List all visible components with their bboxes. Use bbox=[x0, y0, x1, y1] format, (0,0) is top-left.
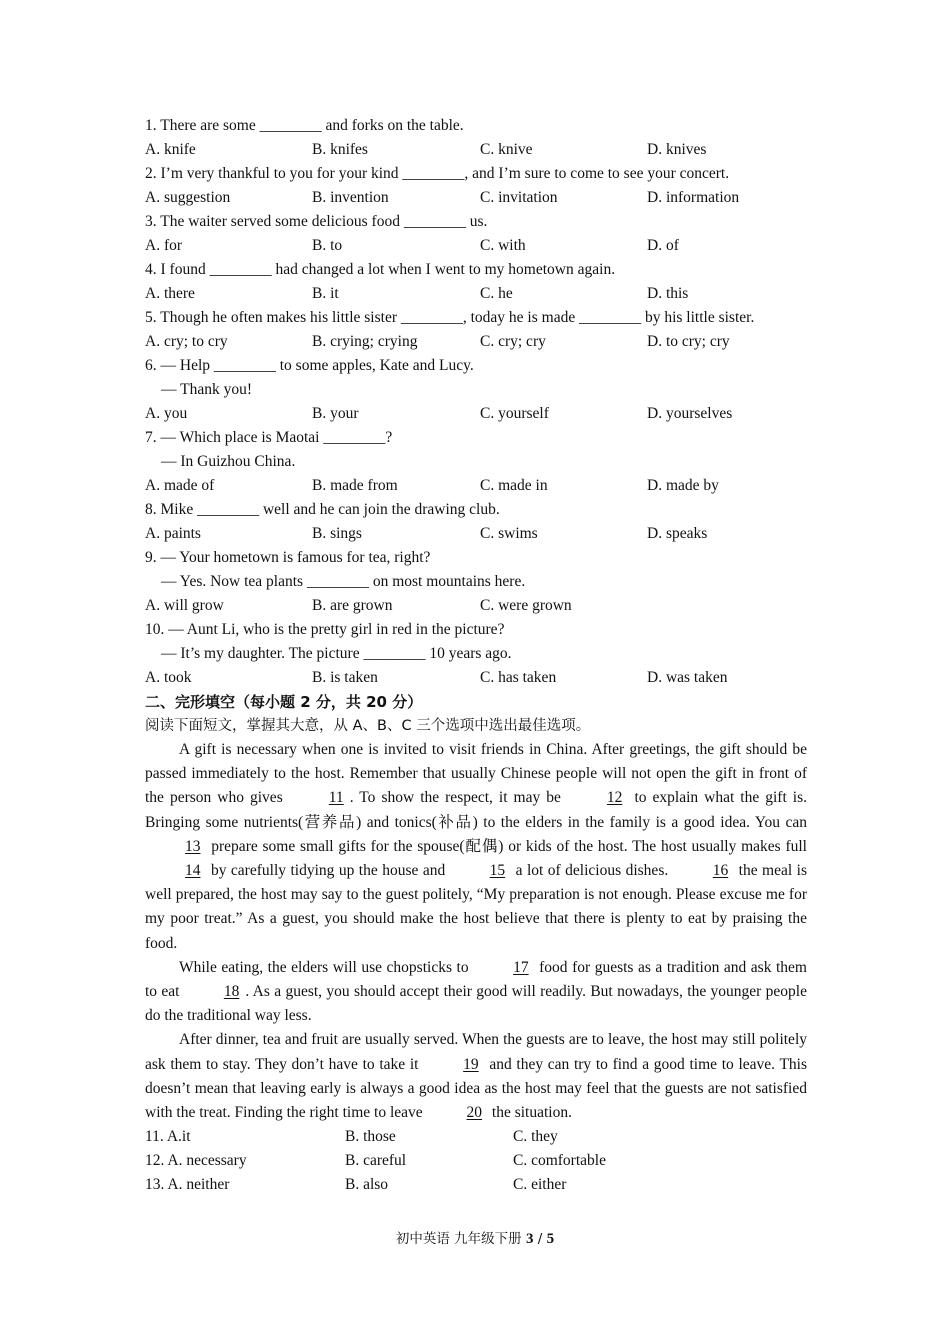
cloze-paragraph-3 bbox=[145, 1028, 807, 1125]
question-stem: 7. — Which place is Maotai ________? bbox=[145, 429, 393, 446]
options-row bbox=[145, 666, 807, 690]
footer-separator: / bbox=[533, 1231, 547, 1247]
question-stem: 8. Mike ________ well and he can join the drawing club. bbox=[145, 501, 500, 518]
option-c[interactable]: C. knive bbox=[480, 141, 533, 158]
option-b[interactable]: B. knifes bbox=[312, 141, 368, 158]
cloze-option-a[interactable]: 11. A.it bbox=[145, 1128, 191, 1146]
page-footer bbox=[0, 1227, 950, 1248]
cloze-options bbox=[145, 1125, 807, 1197]
section-instruction: 阅读下面短文，掌握其大意，从 A、B、C 三个选项中选出最佳选项。 bbox=[145, 718, 591, 734]
cloze-option-b[interactable]: B. also bbox=[345, 1176, 389, 1194]
question-reply: — It’s my daughter. The picture ________ 10 years ago. bbox=[161, 645, 512, 662]
question-stem: 5. Though he often makes his little sister ________, today he is made ________ by his little sister. bbox=[145, 309, 755, 326]
option-c[interactable]: C. has taken bbox=[480, 669, 557, 686]
option-c[interactable]: C. invitation bbox=[480, 189, 558, 206]
section-heading: 二、完形填空（每小题 2 分，共 20 分） bbox=[145, 693, 423, 711]
cloze-option-c[interactable]: C. comfortable bbox=[513, 1152, 606, 1170]
footer-page-number: 3 bbox=[525, 1231, 534, 1247]
option-a[interactable]: A. there bbox=[145, 285, 195, 302]
paragraph-text: . As a guest, you should accept their good will readily. But nowadays, the younger people do the traditional way less. bbox=[145, 983, 807, 1025]
option-c[interactable]: C. were grown bbox=[480, 597, 572, 614]
options-row bbox=[145, 474, 807, 498]
question-reply: — Yes. Now tea plants ________ on most mountains here. bbox=[161, 573, 526, 590]
option-d[interactable]: D. knives bbox=[647, 141, 707, 158]
option-a[interactable]: A. knife bbox=[145, 141, 196, 158]
option-c[interactable]: C. swims bbox=[480, 525, 538, 542]
cloze-option-a[interactable]: 13. A. neither bbox=[145, 1176, 230, 1194]
question-stem: 6. — Help ________ to some apples, Kate and Lucy. bbox=[145, 357, 474, 374]
cloze-option-b[interactable]: B. careful bbox=[345, 1152, 407, 1170]
question-stem: 1. There are some ________ and forks on the table. bbox=[145, 117, 464, 134]
option-d[interactable]: D. made by bbox=[647, 477, 719, 494]
option-a[interactable]: A. paints bbox=[145, 525, 201, 542]
question-stem: 9. — Your hometown is famous for tea, right? bbox=[145, 549, 431, 566]
option-d[interactable]: D. to cry; cry bbox=[647, 333, 730, 350]
options-row bbox=[145, 186, 807, 210]
option-b[interactable]: B. is taken bbox=[312, 669, 378, 686]
cloze-blank[interactable]: 15 bbox=[489, 862, 506, 880]
question-stem: 3. The waiter served some delicious food ________ us. bbox=[145, 213, 488, 230]
paragraph-text: and they can try to find a good time to leave. This doesn’t mean that leaving early is always a good idea as the host may feel that the guests are not satisfied with the treat. Finding the right time to leave bbox=[145, 1055, 807, 1122]
options-row bbox=[145, 330, 807, 354]
option-b[interactable]: B. crying; crying bbox=[312, 333, 418, 350]
paragraph-text: food for guests as a tradition and ask them to eat bbox=[145, 958, 807, 1001]
cloze-blank[interactable]: 17 bbox=[513, 958, 529, 976]
option-b[interactable]: B. are grown bbox=[312, 597, 393, 614]
multiple-choice-section bbox=[145, 114, 807, 690]
cloze-blank[interactable]: 18 bbox=[223, 983, 240, 1001]
cloze-option-row bbox=[145, 1125, 807, 1149]
question-reply: — In Guizhou China. bbox=[161, 453, 296, 470]
option-a[interactable]: A. took bbox=[145, 669, 192, 686]
paragraph-text: to explain what the gift is. Bringing some nutrients(营养品) and tonics(补品) to the elders in the family is a good idea. You can bbox=[145, 789, 808, 831]
exam-page bbox=[145, 114, 807, 1197]
options-row bbox=[145, 594, 807, 618]
cloze-paragraph-1 bbox=[145, 738, 807, 956]
paragraph-text: the meal is well prepared, the host may say to the guest politely, “My preparation is not enough. Please excuse me for my poor treat.” As a guest, you should make the host believe that there is plenty to eat by praising the food. bbox=[145, 862, 807, 952]
footer-subject: 初中英语 九年级下册 bbox=[395, 1231, 526, 1247]
question-stem: 10. — Aunt Li, who is the pretty girl in red in the picture? bbox=[145, 621, 505, 638]
paragraph-text: prepare some small gifts for the spouse(配偶) or kids of the host. The host usually makes full bbox=[206, 837, 807, 855]
option-a[interactable]: A. will grow bbox=[145, 597, 224, 614]
options-row bbox=[145, 138, 807, 162]
paragraph-text: . To show the respect, it may be bbox=[349, 789, 567, 807]
option-a[interactable]: A. made of bbox=[145, 477, 215, 494]
option-b[interactable]: B. it bbox=[312, 285, 339, 302]
options-row bbox=[145, 282, 807, 306]
cloze-blank[interactable]: 14 bbox=[185, 862, 201, 880]
cloze-blank[interactable]: 20 bbox=[466, 1104, 483, 1122]
question-stem: 2. I’m very thankful to you for your kind ________, and I’m sure to come to see your concert. bbox=[145, 165, 730, 182]
option-b[interactable]: B. invention bbox=[312, 189, 389, 206]
paragraph-text: While eating, the elders will use chopsticks to bbox=[179, 958, 474, 976]
option-c[interactable]: C. cry; cry bbox=[480, 333, 546, 350]
cloze-option-row bbox=[145, 1173, 807, 1197]
option-c[interactable]: C. with bbox=[480, 237, 526, 254]
paragraph-text: After dinner, tea and fruit are usually served. When the guests are to leave, the host may still politely ask them to stay. They don’t have to take it bbox=[145, 1031, 807, 1073]
option-c[interactable]: C. he bbox=[480, 285, 513, 302]
option-d[interactable]: D. was taken bbox=[647, 669, 728, 686]
option-a[interactable]: A. for bbox=[145, 237, 183, 254]
cloze-option-b[interactable]: B. those bbox=[345, 1128, 396, 1146]
question-stem: 4. I found ________ had changed a lot when I went to my hometown again. bbox=[145, 261, 616, 278]
cloze-option-a[interactable]: 12. A. necessary bbox=[145, 1152, 247, 1170]
question-reply: — Thank you! bbox=[161, 381, 252, 398]
cloze-option-c[interactable]: C. either bbox=[513, 1176, 567, 1194]
cloze-blank[interactable]: 11 bbox=[328, 789, 344, 807]
cloze-blank[interactable]: 13 bbox=[185, 837, 201, 855]
option-d[interactable]: D. of bbox=[647, 237, 679, 254]
option-c[interactable]: C. made in bbox=[480, 477, 548, 494]
option-a[interactable]: A. suggestion bbox=[145, 189, 231, 206]
option-d[interactable]: D. this bbox=[647, 285, 689, 302]
option-b[interactable]: B. your bbox=[312, 405, 359, 422]
paragraph-text: a lot of delicious dishes. bbox=[511, 862, 673, 880]
options-row bbox=[145, 234, 807, 258]
option-d[interactable]: D. yourselves bbox=[647, 405, 733, 422]
options-row bbox=[145, 522, 807, 546]
paragraph-text: the situation. bbox=[488, 1104, 572, 1122]
paragraph-text: by carefully tidying up the house and bbox=[206, 862, 450, 880]
cloze-blank[interactable]: 12 bbox=[606, 789, 623, 807]
option-a[interactable]: A. you bbox=[145, 405, 188, 422]
option-b[interactable]: B. made from bbox=[312, 477, 398, 494]
option-d[interactable]: D. information bbox=[647, 189, 740, 206]
option-a[interactable]: A. cry; to cry bbox=[145, 333, 228, 350]
option-d[interactable]: D. speaks bbox=[647, 525, 708, 542]
option-c[interactable]: C. yourself bbox=[480, 405, 549, 422]
cloze-option-c[interactable]: C. they bbox=[513, 1128, 558, 1146]
paragraph-text: A gift is necessary when one is invited to visit friends in China. After greetings, the gift should be passed immediately to the host. Remember that usually Chinese people will not open the gift in front of the person who gives bbox=[145, 741, 807, 807]
cloze-option-row bbox=[145, 1149, 807, 1173]
option-b[interactable]: B. sings bbox=[312, 525, 362, 542]
cloze-paragraph-2 bbox=[145, 956, 807, 1029]
cloze-blank[interactable]: 19 bbox=[463, 1055, 479, 1073]
options-row bbox=[145, 402, 807, 426]
footer-page-total: 5 bbox=[546, 1231, 555, 1247]
cloze-blank[interactable]: 16 bbox=[712, 862, 729, 880]
option-b[interactable]: B. to bbox=[312, 237, 343, 254]
